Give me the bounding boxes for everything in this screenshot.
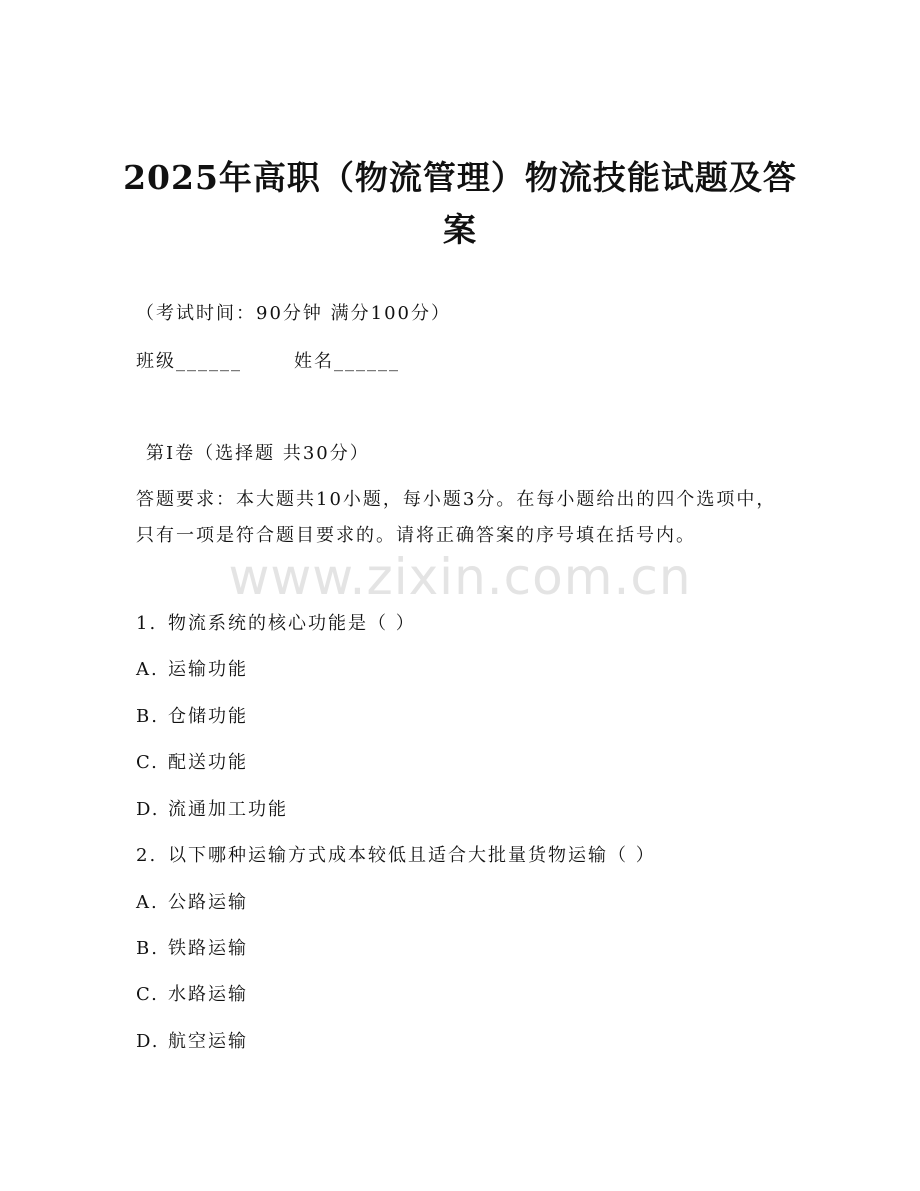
- question-1: [136, 610, 416, 638]
- question-stem: 物流系统的核心功能是（ ）: [168, 613, 416, 634]
- option-text: 仓储功能: [168, 706, 248, 727]
- option-b: [136, 703, 248, 731]
- option-key: D.: [136, 799, 160, 820]
- question-2: [136, 842, 656, 870]
- option-text: 公路运输: [168, 892, 248, 913]
- class-field-label: 班级______: [136, 351, 242, 372]
- option-key: A.: [136, 892, 159, 913]
- exam-info: （考试时间：90分钟 满分100分）: [136, 303, 451, 324]
- option-key: B.: [136, 706, 159, 727]
- option-d: [136, 1028, 248, 1056]
- option-key: D.: [136, 1031, 160, 1052]
- option-text: 流通加工功能: [168, 799, 288, 820]
- option-key: C.: [136, 752, 159, 773]
- student-info-row: [136, 348, 400, 376]
- option-key: A.: [136, 659, 159, 680]
- option-key: B.: [136, 938, 159, 959]
- instructions-text: 答题要求：本大题共10小题，每小题3分。在每小题给出的四个选项中，只有一项是符合题目要求的。请将正确答案的序号填在括号内。: [136, 489, 777, 546]
- option-d: [136, 796, 288, 824]
- option-text: 水路运输: [168, 984, 248, 1005]
- question-number: 1.: [136, 613, 158, 634]
- section-header: 第I卷（选择题 共30分）: [146, 443, 370, 464]
- option-text: 配送功能: [168, 752, 248, 773]
- option-text: 航空运输: [168, 1031, 248, 1052]
- option-a: [136, 656, 248, 684]
- option-c: [136, 981, 248, 1009]
- document-title: 2025年高职（物流管理）物流技能试题及答案: [123, 158, 797, 249]
- option-c: [136, 749, 248, 777]
- watermark: www.zixin.com.cn: [228, 548, 692, 606]
- option-key: C.: [136, 984, 159, 1005]
- option-text: 运输功能: [168, 659, 248, 680]
- question-number: 2.: [136, 845, 158, 866]
- option-b: [136, 935, 248, 963]
- option-a: [136, 889, 248, 917]
- option-text: 铁路运输: [168, 938, 248, 959]
- name-field-label: 姓名______: [294, 351, 400, 372]
- question-stem: 以下哪种运输方式成本较低且适合大批量货物运输（ ）: [168, 845, 656, 866]
